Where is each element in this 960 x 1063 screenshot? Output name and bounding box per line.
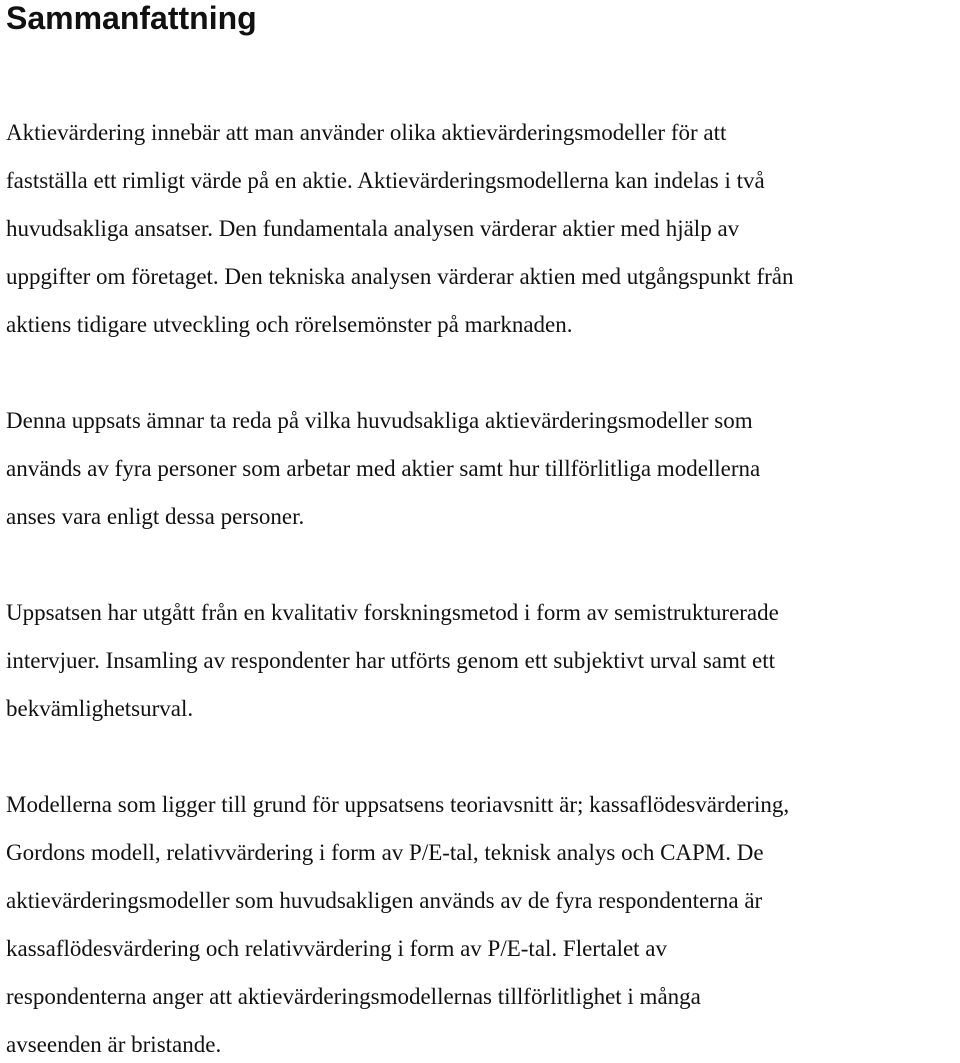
text-line: respondenterna anger att aktievärderingsmodellernas tillförlitlighet i många	[6, 984, 701, 1009]
document-page	[6, 0, 958, 1063]
text-line: används av fyra personer som arbetar med aktier samt hur tillförlitliga modellerna	[6, 456, 761, 481]
text-line: uppgifter om företaget. Den tekniska analysen värderar aktien med utgångspunkt från	[6, 264, 794, 289]
text-line: kassaflödesvärdering och relativvärdering i form av P/E-tal. Flertalet av	[6, 936, 668, 961]
text-line: Aktievärdering innebär att man använder olika aktievärderingsmodeller för att	[6, 120, 727, 145]
text-line: Denna uppsats ämnar ta reda på vilka huvudsakliga aktievärderingsmodeller som	[6, 408, 753, 433]
paragraph-1	[6, 109, 958, 349]
text-line: avseenden är bristande.	[6, 1032, 222, 1057]
text-line: huvudsakliga ansatser. Den fundamentala analysen värderar aktier med hjälp av	[6, 216, 740, 241]
text-line: bekvämlighetsurval.	[6, 696, 194, 721]
text-line: Gordons modell, relativvärdering i form av P/E-tal, teknisk analys och CAPM. De	[6, 840, 764, 865]
page-title: Sammanfattning	[6, 0, 257, 36]
text-line: aktiens tidigare utveckling och rörelsemönster på marknaden.	[6, 312, 573, 337]
text-line: intervjuer. Insamling av respondenter har utförts genom ett subjektivt urval samt ett	[6, 648, 776, 673]
text-line: Uppsatsen har utgått från en kvalitativ forskningsmetod i form av semistrukturerade	[6, 600, 779, 625]
text-line: fastställa ett rimligt värde på en aktie. Aktievärderingsmodellerna kan indelas i två	[6, 168, 765, 193]
paragraph-2	[6, 397, 958, 541]
paragraph-4	[6, 781, 958, 1063]
text-line: anses vara enligt dessa personer.	[6, 504, 305, 529]
paragraph-3	[6, 589, 958, 733]
text-line: aktievärderingsmodeller som huvudsakligen används av de fyra respondenterna är	[6, 888, 763, 913]
text-line: Modellerna som ligger till grund för uppsatsens teoriavsnitt är; kassaflödesvärdering,	[6, 792, 790, 817]
